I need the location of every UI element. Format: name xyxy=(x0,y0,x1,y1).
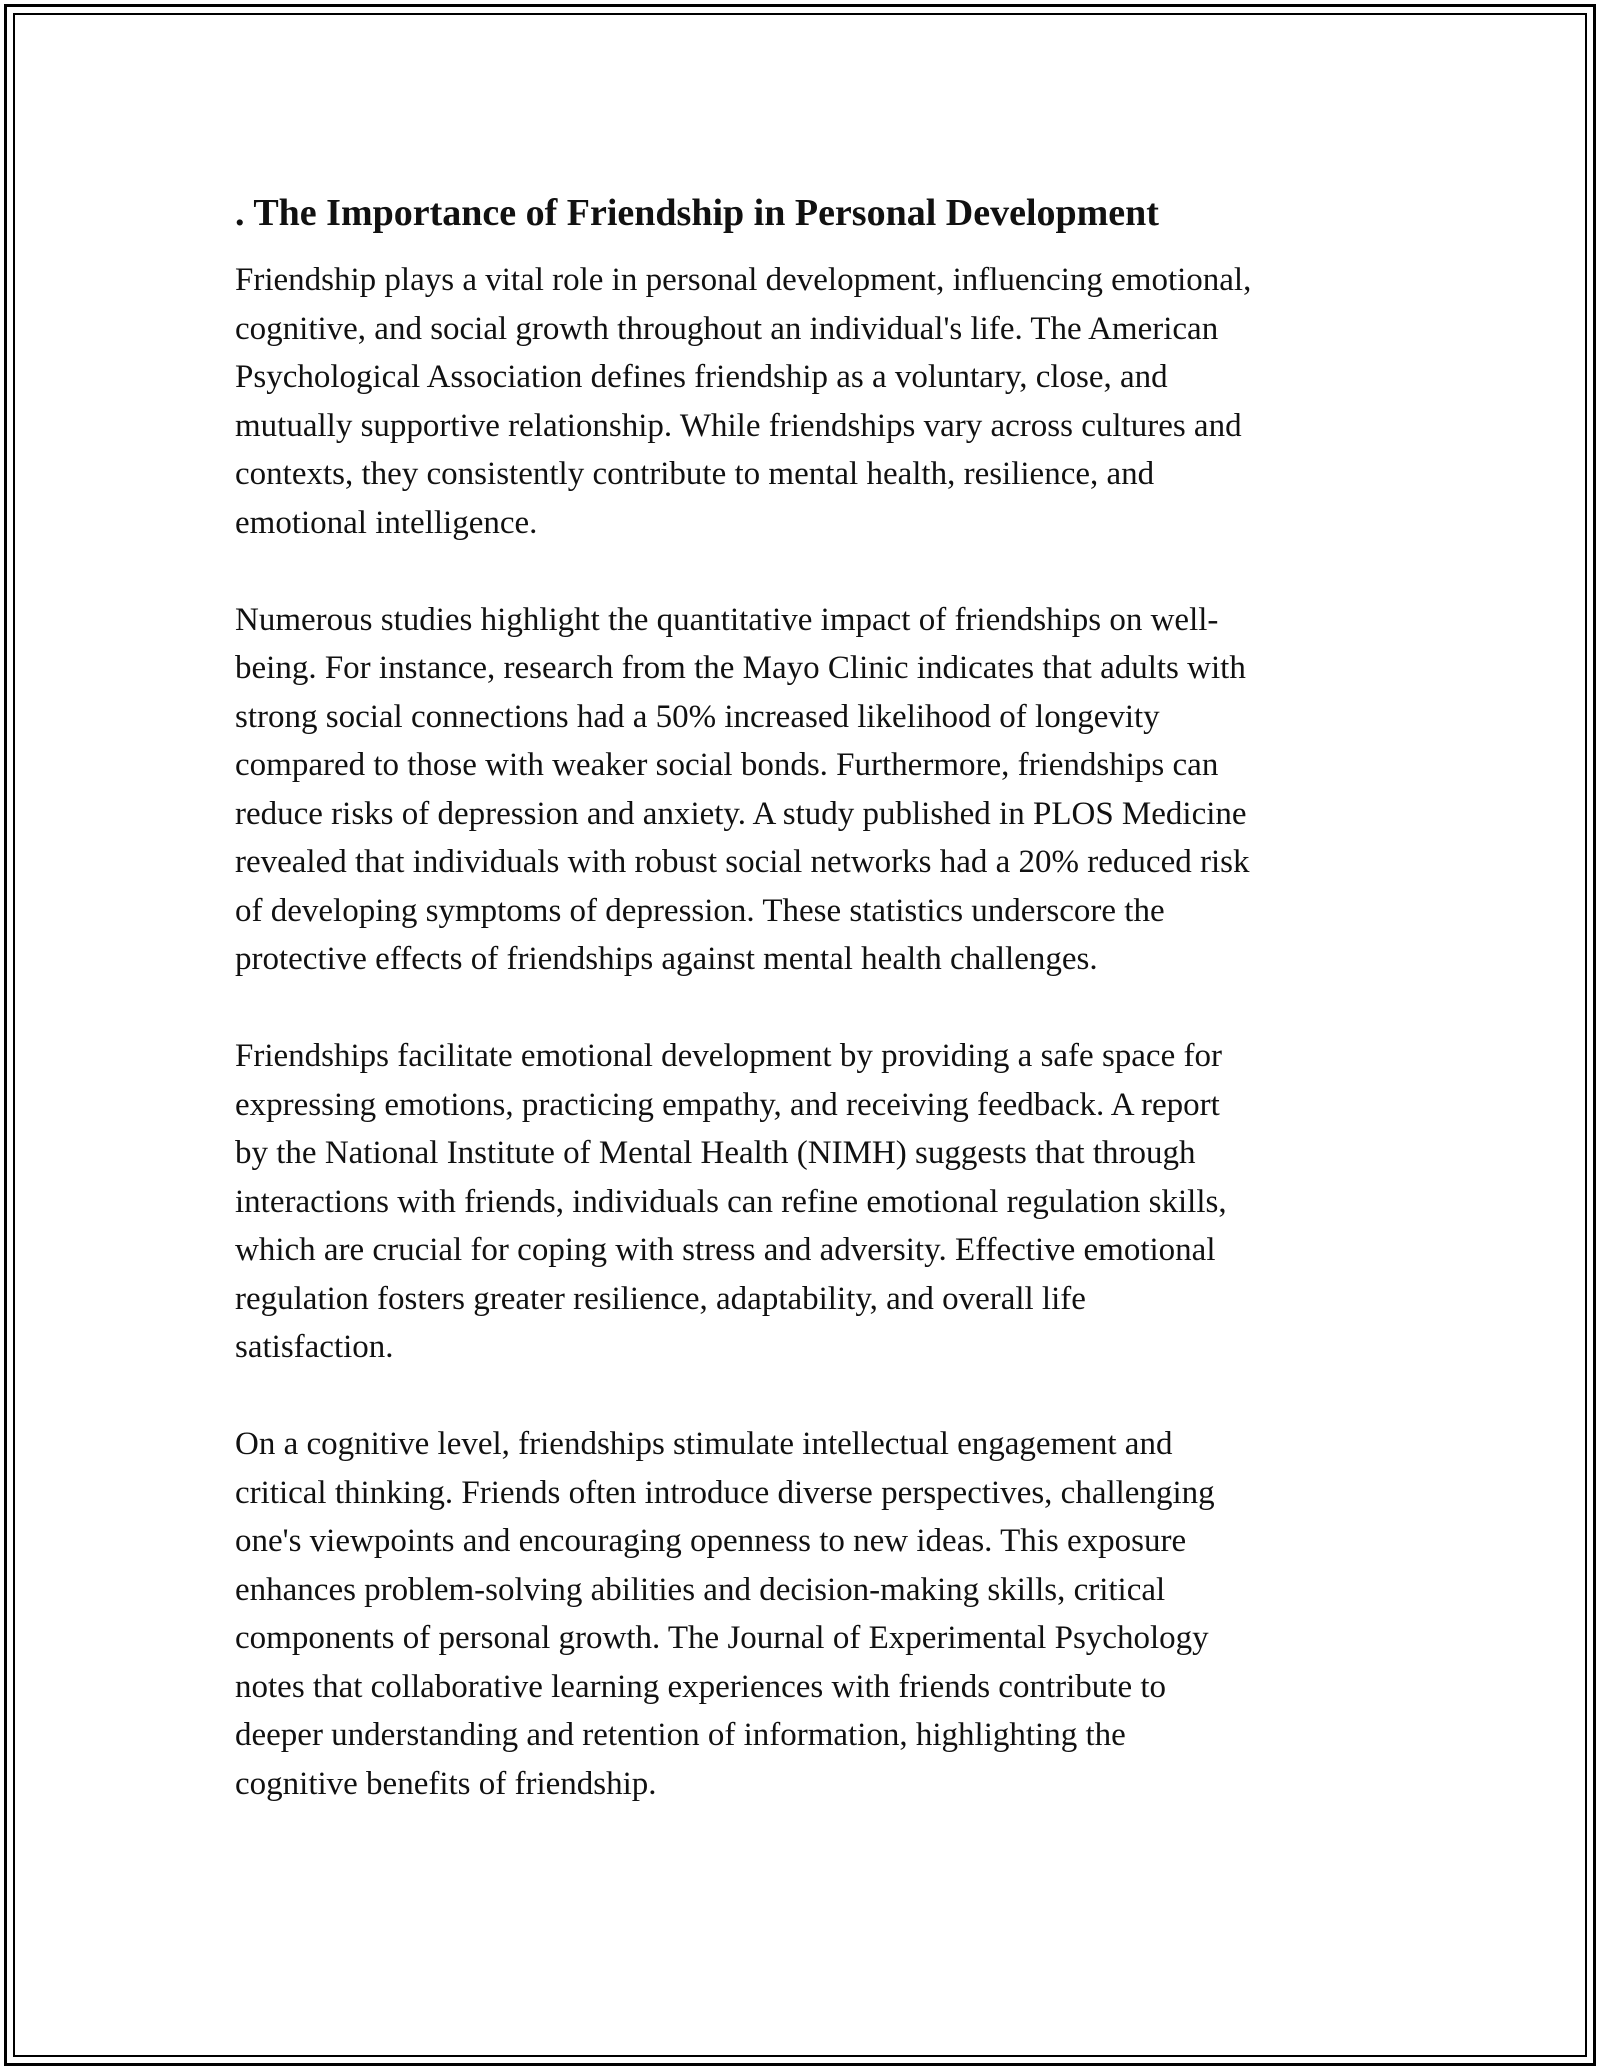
section-heading: . The Importance of Friendship in Personal Development xyxy=(235,192,1159,234)
paragraph-cognitive-benefits: On a cognitive level, friendships stimulate intellectual engagement and critical thinking. Friends often introduce diverse perspectives, challenging one's viewpoints and encouraging openness to new ideas. This exposure enhances problem-solving abilities and decision-making skills, critical components of personal growth. The Journal of Experimental Psychology notes that collaborative learning experiences with friends contribute to deeper understanding and retention of information, highlighting the cognitive benefits of friendship. xyxy=(235,1426,1215,1802)
document-body xyxy=(235,186,1395,1857)
paragraph-statistics: Numerous studies highlight the quantitative impact of friendships on well- being. For instance, research from the Mayo Clinic indicates that adults with strong social connections had a 50% increased likelihood of longevity compared to those with weaker social bonds. Furthermore, friendships can reduce risks of depression and anxiety. A study published in PLOS Medicine revealed that individuals with robust social networks had a 20% reduced risk of developing symptoms of depression. These statistics underscore the protective effects of friendships against mental health challenges. xyxy=(235,601,1250,977)
paragraph-intro: Friendship plays a vital role in personal development, influencing emotional, cognitive, and social growth throughout an individual's life. The American Psychological Association defines friendship as a voluntary, close, and mutually supportive relationship. While friendships vary across cultures and contexts, they consistently contribute to mental health, resilience, and emotional intelligence. xyxy=(235,262,1252,541)
paragraph-emotional-development: Friendships facilitate emotional development by providing a safe space for expressing emotions, practicing empathy, and receiving feedback. A report by the National Institute of Mental Health (NIMH) suggests that through interactions with friends, individuals can refine emotional regulation skills, which are crucial for coping with stress and adversity. Effective emotional regulation fosters greater resilience, adaptability, and overall life satisfaction. xyxy=(235,1038,1227,1365)
